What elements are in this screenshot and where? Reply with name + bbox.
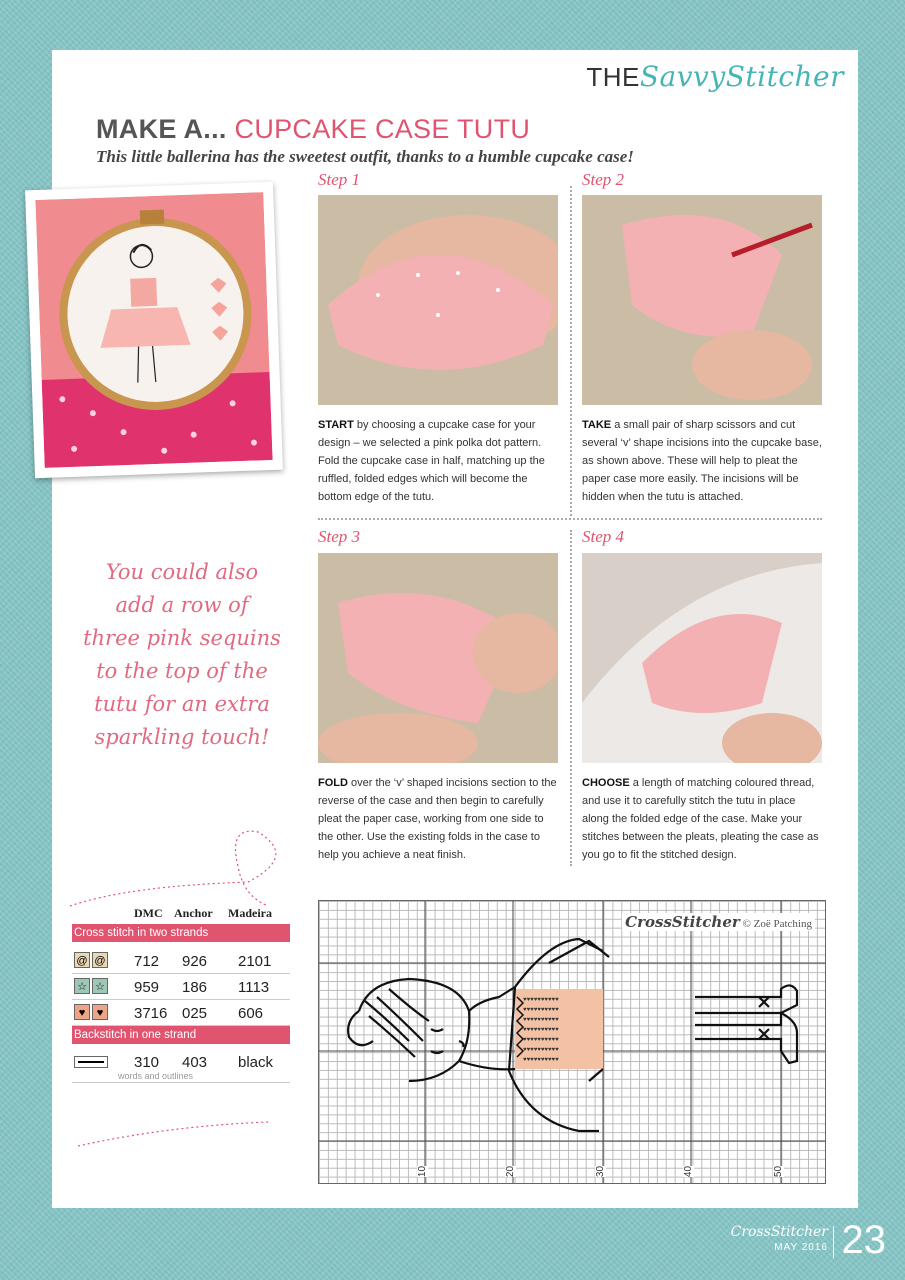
- dmc-value: 959: [134, 979, 160, 996]
- brand-prefix: THE: [586, 62, 640, 92]
- tip-line: You could also: [105, 560, 259, 584]
- row-divider: [318, 518, 822, 520]
- ballerina-hoop-image: [35, 192, 272, 468]
- svg-text:♥♥♥♥♥♥♥♥♥♥: ♥♥♥♥♥♥♥♥♥♥: [523, 1017, 559, 1023]
- chart-tick-label: 30: [595, 1165, 607, 1178]
- backstitch-row: [72, 1044, 290, 1083]
- footer-divider: [833, 1226, 834, 1258]
- magazine-page: [52, 50, 858, 1208]
- step-2-label: Step 2: [582, 170, 625, 189]
- tip-line: tutu for an extra: [94, 692, 270, 716]
- tip-line: add a row of: [115, 593, 249, 617]
- column-dmc: DMC: [134, 906, 163, 920]
- thread-row: [72, 948, 290, 974]
- chart-tick-label: 20: [505, 1165, 517, 1178]
- anchor-value: 186: [182, 979, 208, 996]
- chart-credit: © Zoë Patching: [742, 918, 812, 930]
- dmc-value: 712: [134, 953, 160, 970]
- svg-text:♥♥♥♥♥♥♥♥♥♥: ♥♥♥♥♥♥♥♥♥♥: [523, 1007, 559, 1013]
- step-1-text: START by choosing a cupcake case for your design – we selected a pink polka dot pattern. Fold the cupcake case in half, matching up the ruffled, folded edges which will become the bottom edge of the tutu.: [318, 419, 545, 503]
- symbol-heart-icon: ♥ ♥: [74, 1004, 110, 1020]
- symbol-at-icon: @ @: [74, 952, 110, 968]
- chart-brand-name: CrossStitcher: [625, 913, 740, 931]
- handwritten-tip: [76, 556, 288, 754]
- page-title: [96, 114, 530, 145]
- step-4-label: Step 4: [582, 527, 625, 546]
- chart-tick-label: 10: [417, 1165, 429, 1178]
- page-subtitle: This little ballerina has the sweetest outfit, thanks to a humble cupcake case!: [96, 147, 634, 166]
- ballerina-chart-drawing: [319, 901, 825, 1183]
- backstitch-heading: Backstitch in one strand: [72, 1026, 290, 1044]
- column-divider-lower: [570, 530, 572, 866]
- thread-row: [72, 974, 290, 1000]
- column-divider: [570, 186, 572, 516]
- title-lead: MAKE A...: [96, 114, 227, 144]
- dmc-value: 3716: [134, 1005, 168, 1022]
- svg-text:♥♥♥♥♥♥♥♥♥♥: ♥♥♥♥♥♥♥♥♥♥: [523, 1057, 559, 1063]
- step-2-text: TAKE a small pair of sharp scissors and cut several ‘v’ shape incisions into the cupcake base, as shown above. These will help to pleat the paper case more easily. The incisions will be hidden when the tutu is attached.: [582, 419, 822, 503]
- anchor-value: 926: [182, 953, 208, 970]
- anchor-value: 403: [182, 1054, 208, 1071]
- tip-line: sparkling touch!: [94, 725, 270, 749]
- thread-key: [72, 900, 290, 1083]
- tip-line: three pink sequins: [83, 626, 281, 650]
- thread-row: [72, 1000, 290, 1026]
- madeira-value: 606: [238, 1005, 264, 1022]
- key-columns: [72, 900, 290, 924]
- step-3-text: FOLD over the ‘v’ shaped incisions section to the reverse of the case and then begin to carefully pleat the paper case, working from one side to the other. Use the existing folds in the case to help you achieve a neat finish.: [318, 777, 557, 861]
- dmc-value: 310: [134, 1054, 160, 1071]
- footer-magazine: CrossStitcher: [730, 1224, 828, 1240]
- title-rest: CUPCAKE CASE TUTU: [234, 114, 531, 144]
- svg-text:♥♥♥♥♥♥♥♥♥♥: ♥♥♥♥♥♥♥♥♥♥: [523, 997, 559, 1003]
- step-3-label: Step 3: [318, 527, 361, 546]
- anchor-value: 025: [182, 1005, 208, 1022]
- madeira-value: 1113: [238, 979, 270, 996]
- step-1-label: Step 1: [318, 170, 361, 189]
- backstitch-note: words and outlines: [118, 1071, 194, 1081]
- footer-issue: MAY 2016: [774, 1242, 828, 1253]
- page-footer: [730, 1218, 886, 1264]
- page-number: 23: [841, 1218, 886, 1262]
- svg-text:♥♥♥♥♥♥♥♥♥♥: ♥♥♥♥♥♥♥♥♥♥: [523, 1027, 559, 1033]
- step-4-text: CHOOSE a length of matching coloured thread, and use it to carefully stitch the tutu in place along the folded edge of the case. Make your stitches between the pleats, pleating the case as you go to fit the stitched design.: [582, 777, 819, 861]
- step-1-photo: [318, 195, 558, 405]
- madeira-value: black: [238, 1054, 274, 1071]
- chart-tick-label: 40: [683, 1165, 695, 1178]
- finished-project-photo: [25, 182, 283, 478]
- step-2-photo: [582, 195, 822, 405]
- madeira-value: 2101: [238, 953, 272, 970]
- chart-tick-label: 50: [773, 1165, 785, 1178]
- symbol-star-icon: ☆ ☆: [74, 978, 110, 994]
- column-madeira: Madeira: [228, 906, 272, 920]
- chart-brand: [622, 913, 815, 931]
- svg-text:♥♥♥♥♥♥♥♥♥♥: ♥♥♥♥♥♥♥♥♥♥: [523, 1037, 559, 1043]
- cross-stitch-chart: [318, 900, 826, 1184]
- section-brand: [586, 60, 844, 93]
- backstitch-line-icon: [74, 1056, 108, 1068]
- step-3-photo: [318, 553, 558, 763]
- column-anchor: Anchor: [174, 906, 213, 920]
- cross-stitch-heading: Cross stitch in two strands: [72, 924, 290, 942]
- tip-line: to the top of the: [96, 659, 268, 683]
- svg-text:♥♥♥♥♥♥♥♥♥♥: ♥♥♥♥♥♥♥♥♥♥: [523, 1047, 559, 1053]
- brand-name: SavvyStitcher: [639, 60, 844, 93]
- step-4-photo: [582, 553, 822, 763]
